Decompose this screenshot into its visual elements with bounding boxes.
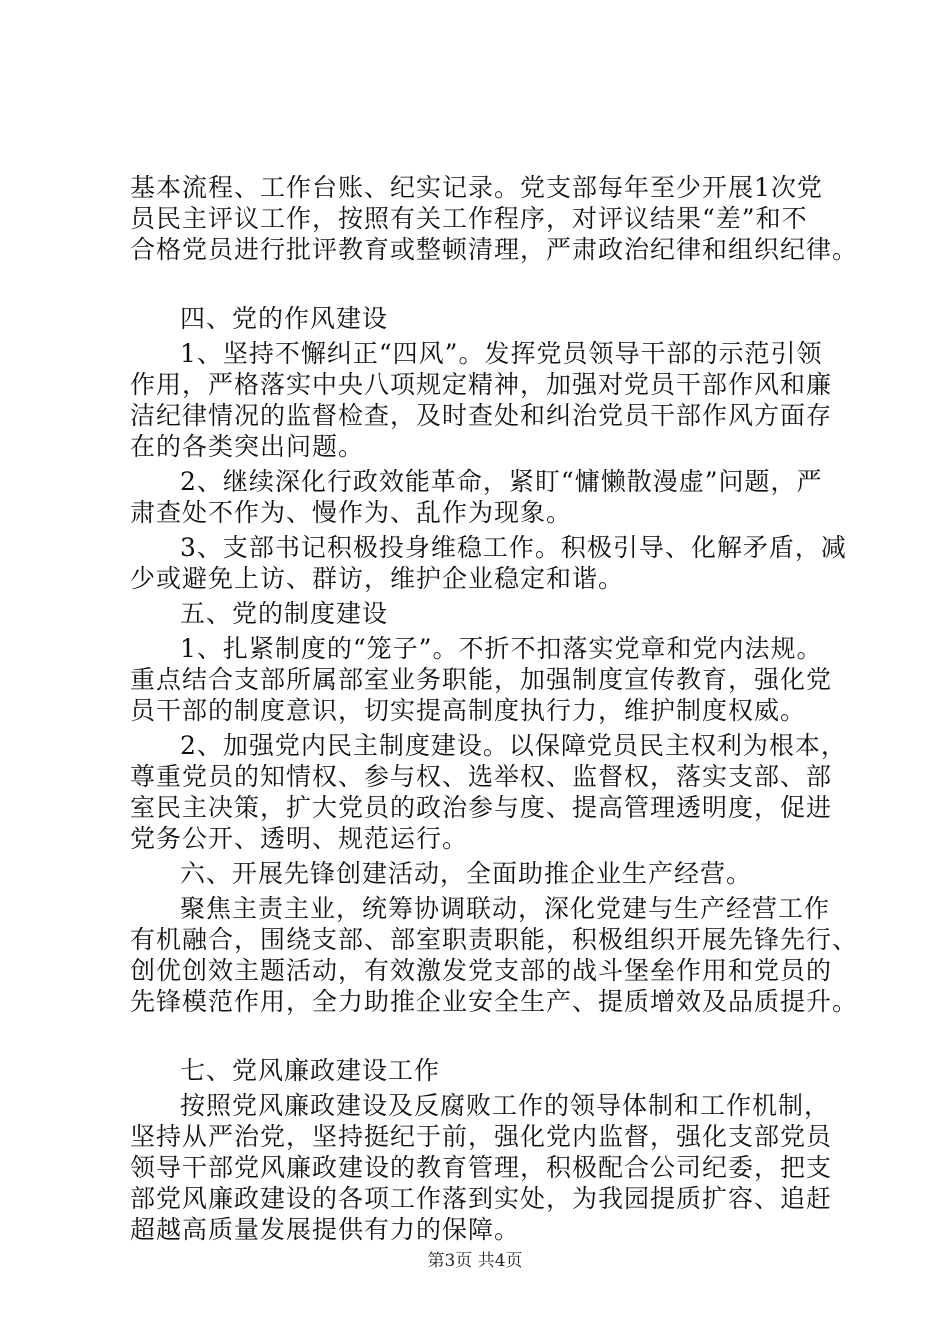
text-line: 肃查处不作为、慢作为、乱作为现象。	[130, 498, 573, 527]
text-line: 尊重党员的知情权、参与权、选举权、监督权，落实支部、部	[130, 762, 833, 791]
text-line: 3、支部书记积极投身维稳工作。积极引导、化解矛盾，减	[180, 533, 847, 562]
text-line: 有机融合，围绕支部、部室职责职能，积极组织开展先锋先行、	[130, 925, 859, 954]
text-line: 领导干部党风廉政建设的教育管理，积极配合公司纪委，把支	[130, 1153, 833, 1182]
section-heading: 六、开展先锋创建活动，全面助推企业生产经营。	[180, 859, 753, 888]
text-line: 2、加强党内民主制度建设。以保障党员民主权利为根本，	[180, 731, 847, 760]
text-line: 1、扎紧制度的“笼子”。不折不扣落实党章和党内法规。	[180, 634, 823, 663]
text-line: 合格党员进行批评教育或整顿清理，严肃政治纪律和组织纪律。	[130, 235, 859, 264]
text-line: 少或避免上访、群访，维护企业稳定和谐。	[130, 564, 625, 593]
text-line: 员民主评议工作，按照有关工作程序，对评议结果“差”和不	[130, 204, 808, 233]
text-line: 创优创效主题活动，有效激发党支部的战斗堡垒作用和党员的	[130, 956, 833, 985]
text-line: 员干部的制度意识，切实提高制度执行力，维护制度权威。	[130, 696, 807, 725]
text-line: 坚持从严治党，坚持挺纪于前，强化党内监督，强化支部党员	[130, 1122, 833, 1151]
text-line: 室民主决策，扩大党员的政治参与度、提高管理透明度，促进	[130, 793, 833, 822]
section-heading: 四、党的作风建设	[180, 304, 389, 333]
section-heading: 七、党风廉政建设工作	[180, 1056, 441, 1085]
text-line: 先锋模范作用，全力助推企业安全生产、提质增效及品质提升。	[130, 987, 859, 1016]
text-line: 洁纪律情况的监督检查，及时查处和纠治党员干部作风方面存	[130, 401, 833, 430]
text-line: 部党风廉政建设的各项工作落到实处，为我园提质扩容、追赶	[130, 1184, 833, 1213]
text-line: 2、继续深化行政效能革命，紧盯“慵懒散漫虚”问题，严	[180, 467, 823, 496]
page-number-footer: 第3页 共4页	[427, 1251, 523, 1271]
text-line: 作用，严格落实中央八项规定精神，加强对党员干部作风和廉	[130, 370, 833, 399]
text-line: 聚焦主责主业，统筹协调联动，深化党建与生产经营工作	[180, 894, 831, 923]
section-heading: 五、党的制度建设	[180, 599, 389, 628]
text-line: 按照党风廉政建设及反腐败工作的领导体制和工作机制，	[180, 1091, 831, 1120]
text-line: 基本流程、工作台账、纪实记录。党支部每年至少开展1次党	[130, 173, 823, 202]
document-body	[130, 172, 859, 1245]
text-line: 1、坚持不懈纠正“四风”。发挥党员领导干部的示范引领	[180, 339, 823, 368]
text-line: 在的各类突出问题。	[130, 432, 365, 461]
text-line: 党务公开、透明、规范运行。	[130, 824, 469, 853]
text-line: 超越高质量发展提供有力的保障。	[130, 1215, 521, 1244]
text-line: 重点结合支部所属部室业务职能，加强制度宣传教育，强化党	[130, 665, 833, 694]
